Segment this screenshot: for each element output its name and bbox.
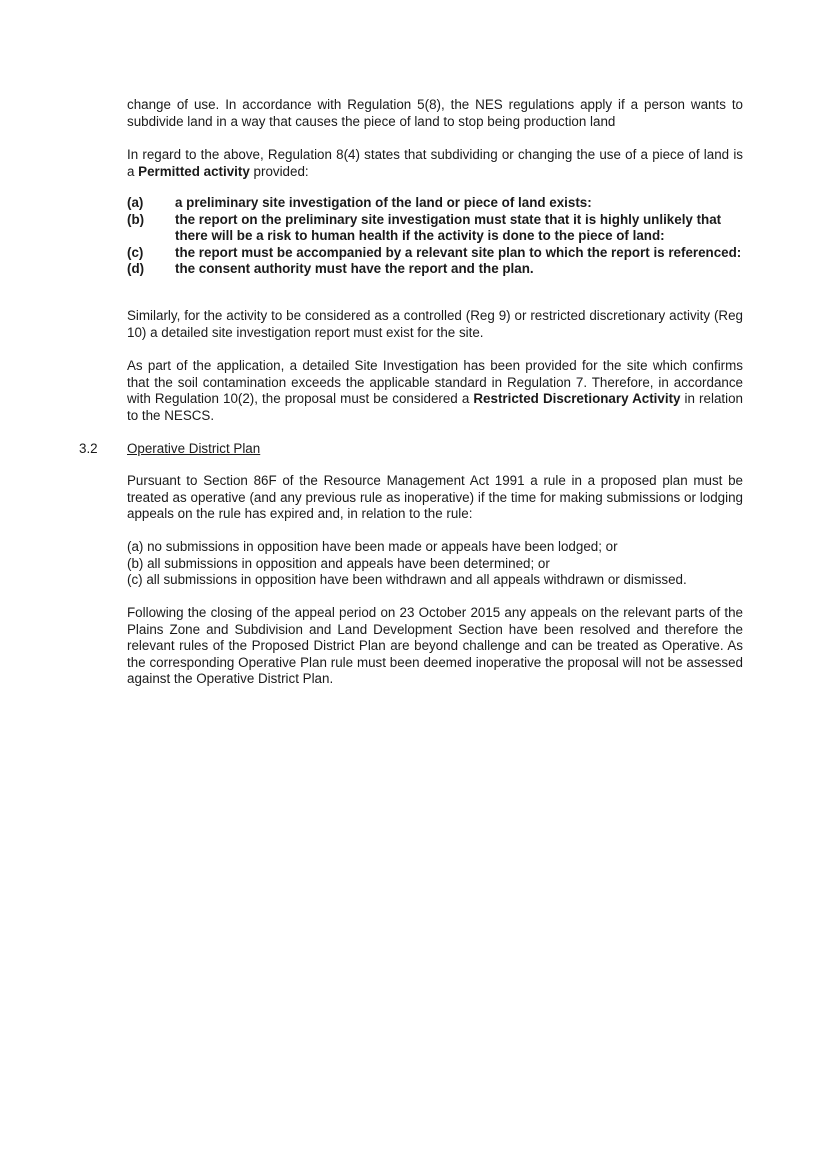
list-item: (b) all submissions in opposition and appeals have been determined; or	[127, 555, 550, 571]
condition-item	[127, 245, 743, 262]
paragraph-appeal-period: Following the closing of the appeal period on 23 October 2015 any appeals on the relevant parts of the Plains Zone and Subdivision and Land Development Section have been resolved and therefore the relevant rules of the Proposed District Plan are beyond challenge and can be treated as Operative. As the corresponding Operative Plan rule must been deemed inoperative the proposal will not be assessed against the Operative District Plan.	[127, 605, 743, 686]
condition-item	[127, 195, 743, 212]
paragraph-regulation-8-4-tail: provided:	[249, 163, 309, 179]
condition-label: (b)	[127, 211, 145, 227]
paragraph-regulation-8-4	[127, 147, 743, 180]
paragraph-section-86f: Pursuant to Section 86F of the Resource Management Act 1991 a rule in a proposed plan must be treated as operative (and any previous rule as inoperative) if the time for making submissions or lodging appeals on the rule has expired and, in relation to the rule:	[127, 473, 743, 521]
condition-text: the consent authority must have the report and the plan.	[175, 261, 534, 276]
paragraph-site-investigation-text: As part of the application, a detailed Site Investigation has been provided for the site which confirms that the soil contamination exceeds the applicable standard in Regulation 7. Therefore, in accordance with Regulation 10(2), the proposal must be considered a	[127, 358, 743, 406]
paragraph-site-investigation-tail: in relation to the NESCS.	[127, 391, 743, 423]
restricted-discretionary-term: Restricted Discretionary Activity	[473, 391, 681, 406]
condition-label: (c)	[127, 244, 144, 260]
section-number: 3.2	[79, 441, 98, 456]
condition-text: the report must be accompanied by a relevant site plan to which the report is referenced:	[175, 244, 742, 260]
paragraph-site-investigation	[127, 358, 743, 424]
condition-item	[127, 261, 743, 278]
condition-label: (a)	[127, 195, 144, 210]
condition-item	[127, 212, 743, 245]
condition-label: (d)	[127, 261, 145, 276]
paragraph-change-of-use: change of use. In accordance with Regulation 5(8), the NES regulations apply if a person wants to subdivide land in a way that causes the piece of land to stop being production land	[127, 97, 743, 129]
permitted-activity-term: Permitted activity	[138, 163, 250, 179]
rule-conditions-list	[127, 539, 743, 589]
paragraph-regulation-8-4-text: In regard to the above, Regulation 8(4) states that subdividing or changing the use of a piece of land is a	[127, 147, 743, 179]
permitted-conditions-list	[127, 195, 743, 278]
list-item: (a) no submissions in opposition have been made or appeals have been lodged; or	[127, 539, 618, 554]
list-item: (c) all submissions in opposition have been withdrawn and all appeals withdrawn or dismissed.	[127, 572, 687, 587]
condition-text: the report on the preliminary site investigation must state that it is highly unlikely that there will be a risk to human health if the activity is done to the piece of land:	[175, 211, 722, 243]
section-title: Operative District Plan	[127, 441, 261, 456]
paragraph-controlled-activity: Similarly, for the activity to be considered as a controlled (Reg 9) or restricted discretionary activity (Reg 10) a detailed site investigation report must exist for the site.	[127, 308, 743, 340]
condition-text: a preliminary site investigation of the land or piece of land exists:	[175, 195, 592, 210]
